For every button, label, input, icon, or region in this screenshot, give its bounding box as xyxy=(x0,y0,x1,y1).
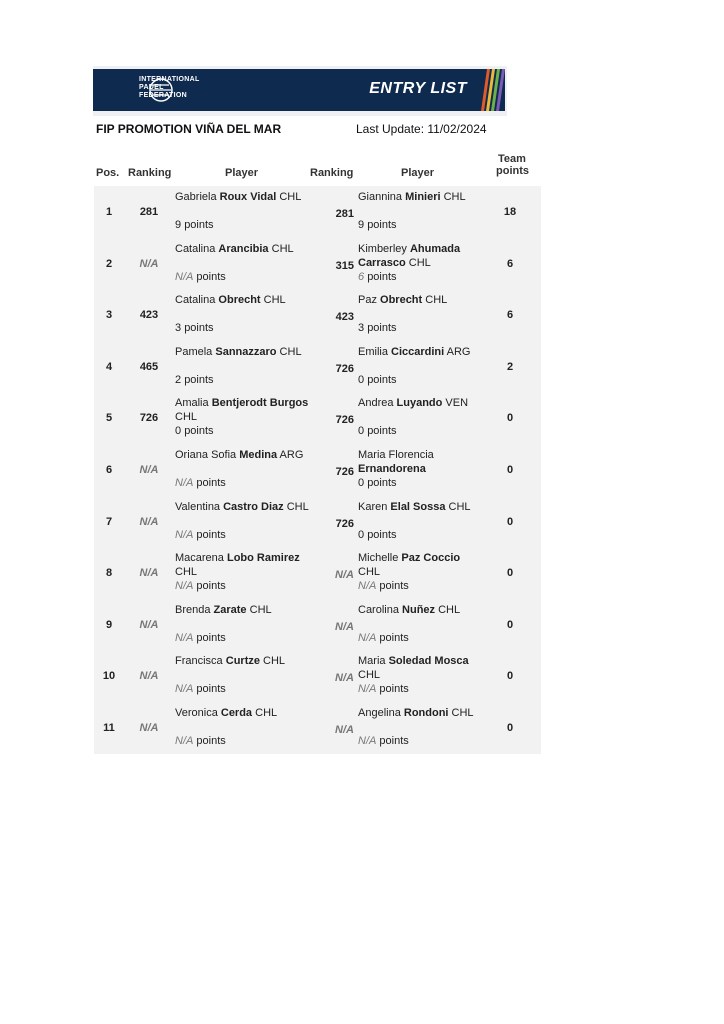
player-name xyxy=(175,190,315,204)
player-first-name: Gabriela xyxy=(175,191,220,203)
table-body xyxy=(94,186,541,754)
col-ranking-2: Ranking xyxy=(310,167,354,179)
player-nationality: CHL xyxy=(175,566,198,579)
table-row xyxy=(94,650,541,702)
player-nationality: CHL xyxy=(246,603,272,616)
player-name xyxy=(175,500,315,514)
player-points xyxy=(175,374,214,386)
player-name xyxy=(358,654,478,682)
ranking-player-2: 281 xyxy=(335,208,354,220)
ranking-player-1: N/A xyxy=(139,257,159,270)
position: 2 xyxy=(105,257,113,270)
table-row xyxy=(94,238,541,290)
position: 6 xyxy=(105,463,113,476)
player-points xyxy=(175,271,226,283)
table-row xyxy=(94,392,541,444)
player-points-value: N/A xyxy=(358,683,377,696)
player-last-name: Sannazzaro xyxy=(215,345,277,358)
player-points xyxy=(358,219,397,231)
ranking-player-1: 423 xyxy=(139,309,159,322)
team-points: 0 xyxy=(506,670,514,683)
player-first-name: Emilia xyxy=(358,345,392,358)
position: 1 xyxy=(105,206,113,218)
position: 5 xyxy=(105,412,113,425)
ranking-player-1: N/A xyxy=(139,670,159,683)
player-first-name: Carolina xyxy=(358,603,403,616)
player-nationality: CHL xyxy=(358,669,381,682)
ranking-player-2: N/A xyxy=(335,672,354,685)
player-nationality: CHL xyxy=(276,191,302,203)
org-line-3: FEDERATION xyxy=(139,92,187,99)
player-first-name: Oriana Sofia xyxy=(175,448,240,461)
ranking-player-1: 465 xyxy=(139,360,159,373)
player-name xyxy=(358,242,478,270)
player-name xyxy=(358,551,478,579)
col-pos: Pos. xyxy=(96,167,120,179)
ranking-player-1: 281 xyxy=(139,206,159,218)
tournament-title: FIP PROMOTION VIÑA DEL MAR xyxy=(96,122,282,136)
player-points xyxy=(358,529,397,541)
col-player-1: Player xyxy=(225,167,259,179)
player-points-value: N/A xyxy=(175,580,194,593)
team-points: 6 xyxy=(506,309,514,322)
player-last-name: Luyando xyxy=(396,397,443,410)
points-suffix: points xyxy=(184,322,214,335)
player-first-name: Andrea xyxy=(358,397,397,410)
player-nationality: CHL xyxy=(276,345,302,358)
player-first-name: Catalina xyxy=(175,294,219,307)
player-last-name: Medina xyxy=(239,448,278,461)
player-points xyxy=(175,477,226,489)
player-last-name: Rondoni xyxy=(403,706,449,719)
player-nationality: CHL xyxy=(252,706,278,719)
player-last-name: Zarate xyxy=(213,603,247,616)
player-points xyxy=(358,683,409,695)
col-team-points-line-1: Team xyxy=(498,153,526,165)
player-nationality: CHL xyxy=(422,294,448,307)
points-suffix: points xyxy=(379,580,409,593)
player-last-name: Nuñez xyxy=(402,603,436,616)
table-row xyxy=(94,289,541,341)
points-suffix: points xyxy=(367,322,397,335)
player-points-value: 0 xyxy=(358,373,365,386)
player-points xyxy=(175,322,214,334)
player-last-name: Roux Vidal xyxy=(219,191,277,203)
player-name xyxy=(358,345,478,359)
points-suffix: points xyxy=(367,270,397,283)
player-first-name: Giannina xyxy=(358,191,406,203)
player-last-name: Ahumada Carrasco xyxy=(358,242,461,269)
player-points-value: N/A xyxy=(358,734,377,747)
table-row xyxy=(94,186,541,238)
col-team-points xyxy=(496,153,528,177)
points-suffix: points xyxy=(184,219,214,231)
player-name xyxy=(175,396,315,424)
player-points xyxy=(175,425,214,437)
player-first-name: Maria Florencia xyxy=(358,448,434,461)
table-row xyxy=(94,444,541,496)
player-name xyxy=(175,345,315,359)
player-last-name: Soledad Mosca xyxy=(388,655,469,668)
player-name xyxy=(358,448,478,476)
player-last-name: Ciccardini xyxy=(391,345,445,358)
player-nationality: CHL xyxy=(448,706,474,719)
position: 3 xyxy=(105,309,113,322)
points-suffix: points xyxy=(379,631,409,644)
player-first-name: Brenda xyxy=(175,603,214,616)
table-row xyxy=(94,599,541,651)
position: 4 xyxy=(105,360,113,373)
player-first-name: Michelle xyxy=(358,552,402,565)
player-points-value: 0 xyxy=(358,425,365,438)
player-name xyxy=(175,706,315,720)
player-points-value: 9 xyxy=(175,219,182,231)
player-points-value: 0 xyxy=(175,425,182,438)
ranking-player-2: 315 xyxy=(335,259,354,272)
player-points xyxy=(358,580,409,592)
org-line-1: INTERNATIONAL xyxy=(139,76,200,83)
player-name xyxy=(175,603,315,617)
player-last-name: Paz Coccio xyxy=(401,552,461,565)
player-points-value: N/A xyxy=(175,528,194,541)
player-points-value: 3 xyxy=(358,322,365,335)
points-suffix: points xyxy=(367,476,397,489)
team-points: 2 xyxy=(506,360,514,373)
points-suffix: points xyxy=(184,425,214,438)
player-first-name: Macarena xyxy=(175,552,227,565)
ranking-player-2: 726 xyxy=(335,517,354,530)
team-points: 0 xyxy=(506,463,514,476)
player-points xyxy=(358,322,397,334)
player-last-name: Lobo Ramirez xyxy=(226,552,300,565)
player-points-value: 6 xyxy=(358,270,365,283)
player-last-name: Minieri xyxy=(405,191,441,203)
table-row xyxy=(94,702,541,754)
player-points-value: N/A xyxy=(175,631,194,644)
ranking-player-2: 423 xyxy=(335,311,354,324)
player-points xyxy=(175,683,226,695)
player-first-name: Amalia xyxy=(175,397,212,410)
player-last-name: Ernandorena xyxy=(358,462,426,475)
player-points-value: 3 xyxy=(175,322,182,335)
org-line-2: PADEL xyxy=(139,84,164,91)
last-update: Last Update: 11/02/2024 xyxy=(356,122,487,136)
player-points-value: N/A xyxy=(175,683,194,696)
ranking-player-1: N/A xyxy=(139,721,159,734)
player-nationality: CHL xyxy=(440,191,466,203)
ranking-player-2: 726 xyxy=(335,414,354,427)
ranking-player-1: N/A xyxy=(139,618,159,631)
player-name xyxy=(358,500,478,514)
player-points xyxy=(175,580,226,592)
player-last-name: Elal Sossa xyxy=(390,500,446,513)
ranking-player-1: N/A xyxy=(139,515,159,528)
ranking-player-2: N/A xyxy=(335,620,354,633)
position: 9 xyxy=(105,618,113,631)
player-nationality: CHL xyxy=(358,566,381,579)
team-points: 6 xyxy=(506,257,514,270)
ranking-player-2: 726 xyxy=(335,465,354,478)
points-suffix: points xyxy=(379,683,409,696)
points-suffix: points xyxy=(379,734,409,747)
ranking-player-1: 726 xyxy=(139,412,159,425)
player-name xyxy=(175,654,315,668)
player-last-name: Obrecht xyxy=(218,294,261,307)
points-suffix: points xyxy=(367,528,397,541)
player-first-name: Catalina xyxy=(175,242,219,255)
player-points xyxy=(358,477,397,489)
banner-stripes-icon xyxy=(475,69,505,111)
player-points-value: N/A xyxy=(175,476,194,489)
points-suffix: points xyxy=(184,373,214,386)
player-nationality: VEN xyxy=(442,397,469,410)
player-name xyxy=(175,293,315,307)
ranking-player-2: 726 xyxy=(335,362,354,375)
player-points xyxy=(175,735,226,747)
table-header xyxy=(94,150,541,186)
player-first-name: Veronica xyxy=(175,706,221,719)
player-name xyxy=(358,706,478,720)
team-points: 18 xyxy=(503,206,517,218)
position: 7 xyxy=(105,515,113,528)
player-nationality: CHL xyxy=(260,294,286,307)
team-points: 0 xyxy=(506,515,514,528)
player-points-value: N/A xyxy=(175,270,194,283)
player-points xyxy=(358,735,409,747)
player-last-name: Arancibia xyxy=(218,242,269,255)
player-last-name: Castro Diaz xyxy=(223,500,284,513)
player-nationality: ARG xyxy=(277,448,304,461)
player-name xyxy=(358,396,478,410)
ranking-player-2: N/A xyxy=(335,723,354,736)
player-first-name: Kimberley xyxy=(358,242,410,255)
player-last-name: Obrecht xyxy=(380,294,423,307)
player-last-name: Curtze xyxy=(225,655,260,668)
player-first-name: Angelina xyxy=(358,706,404,719)
player-nationality: ARG xyxy=(444,345,471,358)
table-row xyxy=(94,341,541,393)
player-last-name: Bentjerodt Burgos xyxy=(211,397,309,410)
player-first-name: Karen xyxy=(358,500,391,513)
player-nationality: CHL xyxy=(268,242,294,255)
player-name xyxy=(175,551,315,579)
player-points xyxy=(358,271,397,283)
player-first-name: Maria xyxy=(358,655,389,668)
team-points: 0 xyxy=(506,721,514,734)
points-suffix: points xyxy=(196,476,226,489)
player-nationality: CHL xyxy=(283,500,309,513)
player-points-value: 0 xyxy=(358,476,365,489)
player-name xyxy=(175,448,315,462)
points-suffix: points xyxy=(196,580,226,593)
entry-table xyxy=(94,150,541,754)
player-name xyxy=(358,190,478,204)
player-first-name: Francisca xyxy=(175,655,226,668)
player-points-value: 0 xyxy=(358,528,365,541)
player-points xyxy=(358,374,397,386)
player-points-value: N/A xyxy=(175,734,194,747)
team-points: 0 xyxy=(506,412,514,425)
table-row xyxy=(94,496,541,548)
player-name xyxy=(358,603,478,617)
points-suffix: points xyxy=(196,270,226,283)
points-suffix: points xyxy=(367,219,397,231)
player-nationality: CHL xyxy=(445,500,471,513)
player-first-name: Pamela xyxy=(175,345,216,358)
player-nationality: CHL xyxy=(259,655,286,668)
position: 11 xyxy=(103,721,115,734)
entry-list-label: ENTRY LIST xyxy=(369,80,467,97)
player-nationality: CHL xyxy=(405,256,431,269)
player-points-value: N/A xyxy=(358,580,377,593)
team-points: 0 xyxy=(506,567,514,580)
player-points xyxy=(175,219,214,231)
player-nationality: CHL xyxy=(435,603,461,616)
player-name xyxy=(175,242,315,256)
ranking-player-1: N/A xyxy=(139,463,159,476)
player-points-value: N/A xyxy=(358,631,377,644)
player-nationality: CHL xyxy=(175,411,198,424)
col-ranking-1: Ranking xyxy=(128,167,172,179)
points-suffix: points xyxy=(196,683,226,696)
player-last-name: Cerda xyxy=(220,706,253,719)
player-points-value: 9 xyxy=(358,219,365,231)
points-suffix: points xyxy=(367,373,397,386)
points-suffix: points xyxy=(196,528,226,541)
player-points xyxy=(358,425,397,437)
player-points xyxy=(175,632,226,644)
player-points xyxy=(175,529,226,541)
player-first-name: Valentina xyxy=(175,500,224,513)
points-suffix: points xyxy=(196,734,226,747)
position: 10 xyxy=(102,670,116,683)
federation-name xyxy=(139,76,200,100)
player-points xyxy=(358,632,409,644)
col-team-points-line-2: points xyxy=(496,165,529,177)
player-points-value: 2 xyxy=(175,373,182,386)
position: 8 xyxy=(105,567,113,580)
points-suffix: points xyxy=(196,631,226,644)
ranking-player-2: N/A xyxy=(335,569,354,582)
col-player-2: Player xyxy=(401,167,435,179)
entry-list-banner xyxy=(93,69,505,111)
points-suffix: points xyxy=(367,425,397,438)
ranking-player-1: N/A xyxy=(139,567,159,580)
table-row xyxy=(94,547,541,599)
team-points: 0 xyxy=(506,618,514,631)
player-first-name: Paz xyxy=(358,294,381,307)
player-name xyxy=(358,293,478,307)
